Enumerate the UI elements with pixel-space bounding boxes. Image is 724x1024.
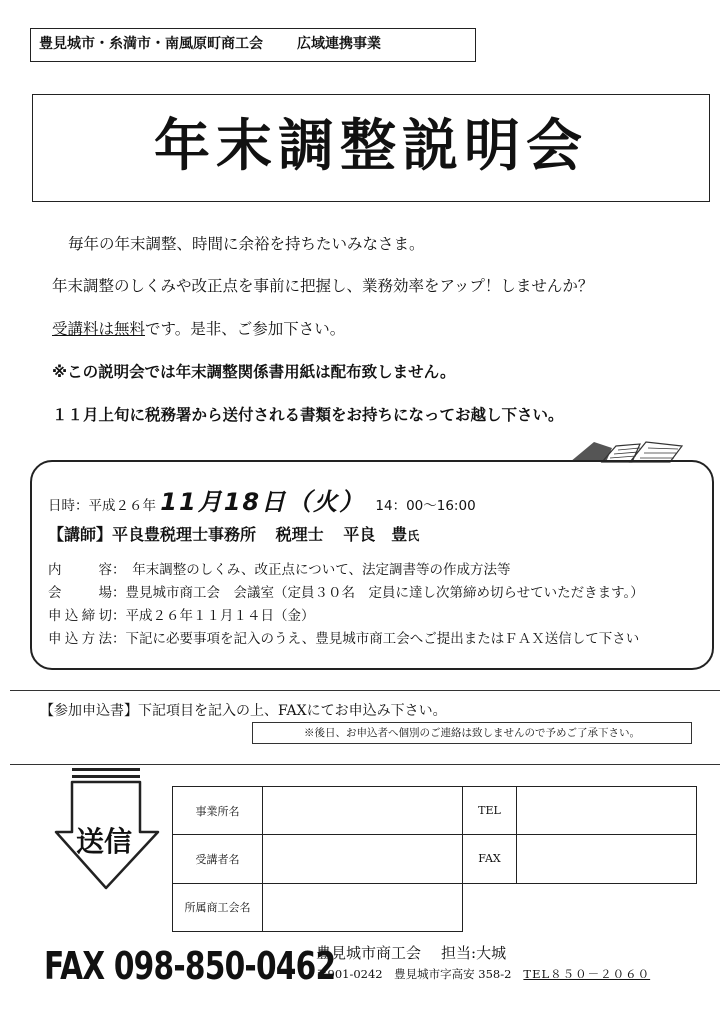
lecturer-title: 税理士 [275, 525, 324, 544]
intro-line-3-rest: です。是非、ご参加下さい。 [145, 320, 346, 338]
content-row [48, 558, 511, 578]
deadline-value: ：平成２６年１１月１４日（金） [112, 608, 315, 624]
organizer-contact [316, 942, 506, 963]
tel-label: TEL [463, 787, 517, 835]
event-date: 11月18日（火） [160, 488, 366, 516]
attendee-name-label: 受講者名 [173, 835, 263, 883]
application-heading: 【参加申込書】下記項目を記入の上、FAXにてお申込み下さい。 [40, 703, 447, 719]
organizer-address-line [316, 966, 650, 982]
lecturer-row [48, 522, 419, 545]
event-time: 14：00～16:00 [375, 498, 476, 514]
method-value: ：下記に必要事項を記入のうえ、豊見城市商工会へご提出またはＦＡＸ送信して下さい [112, 631, 640, 647]
application-form [172, 786, 697, 932]
section-divider-bottom [10, 764, 720, 765]
fax-number: FAX 098-850-0462 [44, 944, 336, 988]
intro-line-3 [52, 317, 345, 339]
venue-row [48, 581, 644, 601]
venue-value: ：豊見城市商工会 会議室（定員３０名 定員に達し次第締め切らせていただきます。） [112, 585, 644, 601]
lecturer-office: 平良豊税理士事務所 [112, 525, 257, 544]
chamber-field[interactable] [263, 883, 463, 931]
organizer-name: 豊見城市商工会 [316, 944, 422, 962]
event-details-box [30, 460, 714, 670]
organizer-address: 〒901-0242 豊見城市字高安 358-2 [316, 967, 512, 981]
intro-line-2: 年末調整のしくみや改正点を事前に把握し、業務効率をアップ！しませんか？ [52, 277, 594, 295]
event-date-row [48, 482, 476, 517]
free-fee-text: 受講料は無料 [52, 320, 146, 338]
project-text: 広域連携事業 [297, 36, 381, 52]
date-era: 平成２６年 [88, 498, 156, 514]
attendee-name-field[interactable] [263, 835, 463, 883]
header-organizers-box [30, 28, 476, 62]
page-title: 年末調整説明会 [32, 94, 710, 202]
deadline-label: 申込締切 [48, 608, 112, 624]
content-label: 内容 [48, 562, 112, 578]
fax-field[interactable] [517, 835, 697, 883]
intro-line-5: １１月上旬に税務署から送付される書類をお持ちになってお越し下さい。 [52, 406, 564, 424]
venue-label: 会場 [48, 585, 112, 601]
organizers-text: 豊見城市・糸満市・南風原町商工会 [39, 36, 263, 52]
deadline-row [48, 604, 315, 624]
office-name-field[interactable] [263, 787, 463, 835]
intro-line-4: ※この説明会では年末調整関係書用紙は配布致しません。 [52, 363, 456, 381]
lecturer-label: 【講師】 [48, 525, 113, 544]
intro-line-1: 毎年の年末調整、時間に余裕を持ちたいみなさま。 [68, 235, 425, 253]
method-label: 申込方法 [48, 631, 112, 647]
application-note: ※後日、お申込者へ個別のご連絡は致しませんので予めご了承下さい。 [252, 722, 692, 744]
method-row [48, 627, 639, 647]
section-divider-top [10, 690, 720, 691]
tel-field[interactable] [517, 787, 697, 835]
organizer-tel: TEL８５０－２０６０ [523, 967, 651, 981]
date-label: 日時： [48, 498, 89, 514]
lecturer-honorific: 氏 [407, 529, 420, 543]
fax-label: FAX [463, 835, 517, 883]
office-name-label: 事業所名 [173, 787, 263, 835]
lecturer-name: 平良 豊 [343, 525, 408, 544]
content-value: ： 年末調整のしくみ、改正点について、法定調書等の作成方法等 [112, 562, 511, 578]
contact-person: 担当:大城 [441, 944, 507, 962]
empty-cell [463, 883, 517, 931]
chamber-label: 所属商工会名 [173, 883, 263, 931]
empty-cell [517, 883, 697, 931]
send-label: 送信 [76, 825, 133, 858]
